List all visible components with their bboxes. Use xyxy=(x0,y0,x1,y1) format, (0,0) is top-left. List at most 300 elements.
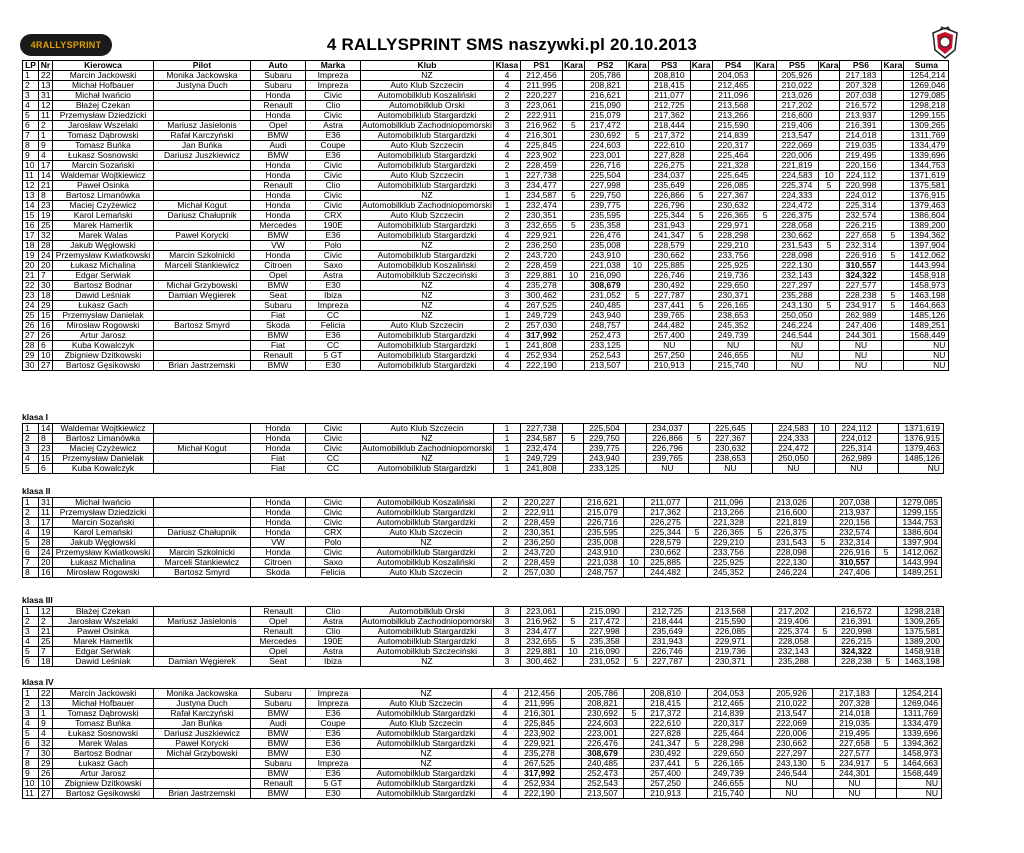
cell-kierowca: Tomasz Buńka xyxy=(53,719,154,729)
cell-kara2 xyxy=(626,281,648,291)
cell-ps4: NU xyxy=(709,464,751,474)
table-row xyxy=(23,71,949,81)
cell-kierowca: Marek Walas xyxy=(53,231,154,241)
cell-lp: 25 xyxy=(23,311,39,321)
cell-ps5: 224,583 xyxy=(776,171,818,181)
cell-klub: Auto Klub Szczecin xyxy=(361,321,494,331)
cell-auto: BMW xyxy=(251,151,306,161)
cell-ps6: 220,998 xyxy=(835,627,877,637)
cell-nr: 18 xyxy=(39,657,53,667)
cell-marka: 5 GT xyxy=(306,351,361,361)
cell-lp: 19 xyxy=(23,251,39,261)
cell-klasa: 4 xyxy=(493,151,520,161)
cell-ps4: 213,266 xyxy=(708,508,750,518)
cell-ps1: 230,351 xyxy=(520,211,562,221)
cell-kara2 xyxy=(626,361,648,371)
table-row xyxy=(23,241,949,251)
cell-ps3: 230,662 xyxy=(648,251,690,261)
table-row xyxy=(23,361,949,371)
cell-ps1: 212,456 xyxy=(519,689,561,699)
table-row xyxy=(23,271,949,281)
cell-ps5: 231,543 xyxy=(776,241,818,251)
cell-suma: 1458,918 xyxy=(898,647,943,657)
cell-kara3 xyxy=(690,161,712,171)
cell-kara6 xyxy=(876,538,897,548)
cell-pilot: Jan Buńka xyxy=(154,141,251,151)
cell-ps5: 235,288 xyxy=(776,291,818,301)
cell-suma: 1458,973 xyxy=(904,281,949,291)
cell-pilot: Damian Węgierek xyxy=(154,291,251,301)
cell-ps1: 317,992 xyxy=(520,331,562,341)
cell-kara5: 5 xyxy=(813,538,834,548)
cell-ps6: 244,301 xyxy=(834,769,876,779)
cell-pilot xyxy=(154,434,251,444)
cell-kierowca: Bartosz Limanówka xyxy=(53,434,154,444)
cell-ps4: 238,653 xyxy=(709,454,751,464)
cell-ps4: 211,096 xyxy=(712,91,754,101)
cell-ps4: 249,739 xyxy=(708,769,750,779)
cell-kara4 xyxy=(750,518,771,528)
table-row xyxy=(23,617,944,627)
cell-kara6: 5 xyxy=(877,657,898,667)
cell-auto: Seat xyxy=(251,657,306,667)
cell-ps3: 230,492 xyxy=(645,749,687,759)
cell-nr: 9 xyxy=(39,719,53,729)
cell-kara4 xyxy=(754,231,776,241)
cell-kara5 xyxy=(818,321,840,331)
cell-marka: Astra xyxy=(306,617,361,627)
class-label: klasa I xyxy=(22,412,48,422)
header-auto: Auto xyxy=(251,61,306,71)
cell-kierowca: Waldemar Wojtkiewicz xyxy=(53,424,154,434)
cell-marka: E36 xyxy=(306,331,361,341)
cell-ps1: 223,061 xyxy=(520,607,562,617)
cell-ps1: 222,190 xyxy=(520,361,562,371)
cell-ps3: 227,828 xyxy=(645,729,687,739)
cell-ps4: 245,352 xyxy=(712,321,754,331)
cell-ps4: 229,650 xyxy=(708,749,750,759)
cell-ps2: 243,910 xyxy=(582,548,624,558)
cell-klasa: 4 xyxy=(493,131,520,141)
cell-nr: 18 xyxy=(39,291,53,301)
cell-kierowca: Bartosz Limanówka xyxy=(53,191,154,201)
cell-ps3: 222,610 xyxy=(645,719,687,729)
cell-klub: NZ xyxy=(361,749,492,759)
cell-klasa: 4 xyxy=(493,281,520,291)
cell-auto: Fiat xyxy=(251,464,306,474)
header-ps4: PS4 xyxy=(712,61,754,71)
cell-kara1: 5 xyxy=(562,617,583,627)
cell-lp: 3 xyxy=(23,518,39,528)
cell-auto: Fiat xyxy=(251,341,306,351)
cell-marka: Coupe xyxy=(306,719,361,729)
cell-ps1: 267,525 xyxy=(519,759,561,769)
cell-kara1 xyxy=(562,351,584,361)
cell-kara3 xyxy=(688,464,709,474)
cell-ps1: 225,845 xyxy=(519,719,561,729)
cell-kara4 xyxy=(751,607,772,617)
cell-klub: NZ xyxy=(361,301,494,311)
cell-suma: 1269,046 xyxy=(904,81,949,91)
cell-ps3: 226,275 xyxy=(648,161,690,171)
cell-klub: Automobilklub Stargardzki xyxy=(361,769,492,779)
cell-kara2 xyxy=(625,424,646,434)
cell-marka: Impreza xyxy=(306,71,361,81)
cell-marka: Civic xyxy=(306,548,361,558)
cell-lp: 9 xyxy=(23,769,39,779)
cell-ps2: 216,090 xyxy=(583,647,625,657)
cell-kara2: 10 xyxy=(626,261,648,271)
cell-nr: 27 xyxy=(39,789,53,799)
cell-ps5: 216,600 xyxy=(776,111,818,121)
cell-ps5: 213,547 xyxy=(776,131,818,141)
cell-klasa: 2 xyxy=(493,111,520,121)
cell-kara4 xyxy=(754,161,776,171)
cell-ps6: 224,112 xyxy=(840,171,882,181)
cell-ps4: 246,655 xyxy=(708,779,750,789)
cell-ps6: 262,989 xyxy=(840,311,882,321)
cell-lp: 1 xyxy=(23,424,39,434)
cell-marka: CC xyxy=(306,311,361,321)
cell-pilot xyxy=(154,454,251,464)
table-row xyxy=(23,424,944,434)
cell-ps5: 232,143 xyxy=(776,271,818,281)
cell-suma: 1568,449 xyxy=(904,331,949,341)
cell-kara5 xyxy=(818,331,840,341)
cell-klub: Auto Klub Szczecin xyxy=(361,81,494,91)
cell-lp: 11 xyxy=(23,789,39,799)
cell-kara4 xyxy=(750,568,771,578)
cell-kara4 xyxy=(750,709,771,719)
cell-ps1: 235,278 xyxy=(519,749,561,759)
cell-kara2 xyxy=(625,637,646,647)
table-row xyxy=(23,181,949,191)
cell-kara4 xyxy=(754,71,776,81)
cell-kara3 xyxy=(687,498,708,508)
cell-kara3: 5 xyxy=(690,211,712,221)
cell-kara3 xyxy=(690,251,712,261)
cell-pilot: Marcin Szkolnicki xyxy=(154,548,251,558)
cell-suma: 1309,265 xyxy=(904,121,949,131)
cell-ps2: 226,716 xyxy=(582,518,624,528)
cell-kara4 xyxy=(751,637,772,647)
cell-kara2 xyxy=(624,498,645,508)
header-pilot: Pilot xyxy=(154,61,251,71)
cell-marka: Astra xyxy=(306,121,361,131)
cell-ps4: 226,165 xyxy=(712,301,754,311)
cell-auto: Opel xyxy=(251,121,306,131)
cell-ps1: 223,902 xyxy=(519,729,561,739)
cell-ps2: 243,910 xyxy=(584,251,626,261)
cell-ps2: 216,090 xyxy=(584,271,626,281)
cell-ps5: 232,143 xyxy=(772,647,814,657)
cell-nr: 15 xyxy=(39,454,53,464)
cell-kierowca: Przemysław Dziedzicki xyxy=(53,111,154,121)
table-row xyxy=(23,749,942,759)
cell-kierowca: Jarosław Wszelaki xyxy=(53,617,154,627)
table-row xyxy=(23,518,942,528)
cell-klub: Automobilklub Stargardzki xyxy=(361,637,494,647)
cell-ps4: 219,736 xyxy=(709,647,751,657)
cell-lp: 22 xyxy=(23,281,39,291)
class-results-table xyxy=(22,423,944,474)
cell-kara1 xyxy=(561,568,582,578)
cell-kara5 xyxy=(818,141,840,151)
cell-kara4 xyxy=(750,558,771,568)
cell-kara3 xyxy=(688,444,709,454)
cell-kara6 xyxy=(877,454,898,464)
cell-kara4 xyxy=(751,424,772,434)
cell-ps6: 220,998 xyxy=(840,181,882,191)
cell-klasa: 4 xyxy=(493,231,520,241)
table-row xyxy=(23,729,942,739)
cell-klasa: 1 xyxy=(493,424,520,434)
header-kara1: Kara xyxy=(563,60,583,70)
cell-pilot xyxy=(154,637,251,647)
cell-ps3: NU xyxy=(646,464,688,474)
cell-marka: Civic xyxy=(306,444,361,454)
cell-auto: Opel xyxy=(251,617,306,627)
cell-kara4 xyxy=(754,341,776,351)
cell-ps2: 243,940 xyxy=(583,454,625,464)
cell-ps4: 226,165 xyxy=(708,759,750,769)
cell-suma: 1379,463 xyxy=(904,201,949,211)
cell-pilot: Marcin Szkolnicki xyxy=(154,251,251,261)
table-row xyxy=(23,341,949,351)
table-row xyxy=(23,528,942,538)
cell-ps6: 228,238 xyxy=(835,657,877,667)
cell-klasa: 2 xyxy=(493,321,520,331)
cell-ps6: 310,557 xyxy=(840,261,882,271)
cell-klub: Automobilklub Stargardzki xyxy=(361,464,494,474)
cell-pilot: Bartosz Smyrd xyxy=(154,321,251,331)
cell-ps1: 317,992 xyxy=(519,769,561,779)
cell-kara4 xyxy=(750,498,771,508)
cell-suma: 1412,062 xyxy=(897,548,942,558)
cell-ps6: 216,572 xyxy=(835,607,877,617)
cell-kara1 xyxy=(562,361,584,371)
cell-kierowca: Artur Jarosz xyxy=(53,331,154,341)
cell-auto: Honda xyxy=(251,434,306,444)
cell-ps5: 216,600 xyxy=(771,508,813,518)
cell-ps3: 244,482 xyxy=(648,321,690,331)
cell-ps5: 227,297 xyxy=(776,281,818,291)
table-row xyxy=(23,769,942,779)
cell-marka: E30 xyxy=(306,281,361,291)
table-row xyxy=(23,789,942,799)
table-row xyxy=(23,291,949,301)
cell-kara3 xyxy=(688,454,709,464)
cell-auto: BMW xyxy=(251,231,306,241)
cell-ps3: 237,441 xyxy=(645,759,687,769)
cell-ps1: 241,808 xyxy=(520,341,562,351)
cell-kierowca: Tomasz Buńka xyxy=(53,141,154,151)
cell-nr: 16 xyxy=(39,321,53,331)
cell-suma: 1397,904 xyxy=(904,241,949,251)
cell-kara3 xyxy=(690,121,712,131)
cell-kara4 xyxy=(750,749,771,759)
cell-lp: 1 xyxy=(23,689,39,699)
cell-lp: 18 xyxy=(23,241,39,251)
table-row xyxy=(23,454,944,464)
cell-ps1: 222,190 xyxy=(519,789,561,799)
cell-ps3: 226,746 xyxy=(646,647,688,657)
cell-klub: Automobilklub Stargardzki xyxy=(361,131,494,141)
cell-auto: BMW xyxy=(251,789,306,799)
cell-kara5 xyxy=(814,464,835,474)
cell-lp: 8 xyxy=(23,568,39,578)
cell-klub: NZ xyxy=(361,434,494,444)
cell-lp: 3 xyxy=(23,709,39,719)
cell-kara1 xyxy=(562,331,584,341)
cell-kierowca: Marcin Jackowski xyxy=(53,689,154,699)
cell-klasa: 4 xyxy=(492,749,519,759)
cell-marka: CRX xyxy=(306,528,361,538)
cell-kara1 xyxy=(561,699,582,709)
cell-marka: E36 xyxy=(306,709,361,719)
cell-kara3 xyxy=(690,291,712,301)
cell-klub: Automobilklub Stargardzki xyxy=(361,251,494,261)
cell-kara2 xyxy=(624,789,645,799)
table-row xyxy=(23,281,949,291)
cell-kara2 xyxy=(624,769,645,779)
table-row xyxy=(23,759,942,769)
cell-ps5: 221,819 xyxy=(776,161,818,171)
cell-ps6: 214,018 xyxy=(834,709,876,719)
header-suma: Suma xyxy=(904,61,949,71)
cell-kara2 xyxy=(626,251,648,261)
cell-ps4: 229,210 xyxy=(708,538,750,548)
cell-kara3 xyxy=(687,508,708,518)
cell-auto: VW xyxy=(251,538,306,548)
cell-ps4: 228,298 xyxy=(708,739,750,749)
cell-kierowca: Marcin Sozański xyxy=(53,518,154,528)
cell-klub: Automobilklub Stargardzki xyxy=(361,331,494,341)
cell-klasa: 2 xyxy=(492,518,519,528)
cell-ps6: 232,574 xyxy=(840,211,882,221)
cell-ps2: 215,090 xyxy=(583,607,625,617)
cell-kara4 xyxy=(754,221,776,231)
table-row xyxy=(23,779,942,789)
cell-nr: 8 xyxy=(39,191,53,201)
cell-kara2 xyxy=(626,231,648,241)
cell-klub: Automobilklub Stargardzki xyxy=(361,151,494,161)
cell-kara3 xyxy=(688,657,709,667)
cell-ps4: 204,053 xyxy=(708,689,750,699)
cell-ps1: 216,962 xyxy=(520,121,562,131)
cell-klasa: 3 xyxy=(493,291,520,301)
table-row xyxy=(23,331,949,341)
cell-ps6: 214,018 xyxy=(840,131,882,141)
cell-suma: 1443,994 xyxy=(904,261,949,271)
cell-kierowca: Przemysław Kwiatkowski xyxy=(53,251,154,261)
cell-klasa: 1 xyxy=(493,444,520,454)
cell-ps4: 233,756 xyxy=(712,251,754,261)
cell-ps2: 229,750 xyxy=(584,191,626,201)
cell-ps2: 227,998 xyxy=(583,627,625,637)
cell-kara2 xyxy=(626,151,648,161)
cell-klub: Automobilklub Stargardzki xyxy=(361,351,494,361)
cell-ps6: 232,574 xyxy=(834,528,876,538)
cell-kara1 xyxy=(561,508,582,518)
cell-ps6: 324,322 xyxy=(835,647,877,657)
cell-ps6: 226,215 xyxy=(835,637,877,647)
cell-ps2: 205,786 xyxy=(582,689,624,699)
cell-kara3 xyxy=(690,181,712,191)
cell-kara5 xyxy=(813,508,834,518)
cell-ps3: 234,037 xyxy=(648,171,690,181)
cell-ps5: 219,406 xyxy=(776,121,818,131)
cell-kierowca: Kuba Kowalczyk xyxy=(53,341,154,351)
cell-klasa: 3 xyxy=(493,657,520,667)
cell-auto: Subaru xyxy=(251,759,306,769)
cell-ps3: 227,828 xyxy=(648,151,690,161)
cell-klub: Automobilklub Stargardzki xyxy=(361,231,494,241)
cell-ps3: 235,649 xyxy=(646,627,688,637)
cell-ps3: 230,662 xyxy=(645,548,687,558)
cell-ps3: 225,344 xyxy=(648,211,690,221)
cell-kara5 xyxy=(818,211,840,221)
cell-ps6: 207,038 xyxy=(840,91,882,101)
table-row xyxy=(23,321,949,331)
cell-lp: 6 xyxy=(23,657,39,667)
cell-kierowca: Mirosław Rogowski xyxy=(53,321,154,331)
cell-klasa: 4 xyxy=(492,739,519,749)
cell-kierowca: Michał Iwańcio xyxy=(53,498,154,508)
cell-kara1 xyxy=(562,141,584,151)
cell-kierowca: Marek Hamerlik xyxy=(53,221,154,231)
cell-kara6 xyxy=(882,361,904,371)
cell-suma: 1376,915 xyxy=(904,191,949,201)
cell-ps2: 225,504 xyxy=(583,424,625,434)
cell-ps6: 217,183 xyxy=(840,71,882,81)
cell-pilot xyxy=(154,498,251,508)
cell-ps2: 235,595 xyxy=(584,211,626,221)
cell-ps3: 257,250 xyxy=(648,351,690,361)
cell-kierowca: Łukasz Gach xyxy=(53,759,154,769)
cell-suma: 1371,619 xyxy=(904,171,949,181)
cell-suma: 1463,198 xyxy=(898,657,943,667)
cell-pilot xyxy=(154,424,251,434)
cell-marka: Civic xyxy=(306,251,361,261)
cell-kara4 xyxy=(750,789,771,799)
cell-kara2 xyxy=(626,91,648,101)
cell-kara4 xyxy=(754,141,776,151)
cell-ps6: 232,314 xyxy=(834,538,876,548)
table-row xyxy=(23,311,949,321)
cell-suma: NU xyxy=(904,351,949,361)
cell-marka: E36 xyxy=(306,729,361,739)
cell-ps4: 245,352 xyxy=(708,568,750,578)
cell-auto: Fiat xyxy=(251,454,306,464)
cell-ps4: 246,655 xyxy=(712,351,754,361)
cell-nr: 22 xyxy=(39,689,53,699)
cell-ps5: 225,374 xyxy=(772,627,814,637)
cell-ps1: 225,845 xyxy=(520,141,562,151)
cell-klasa: 4 xyxy=(492,689,519,699)
cell-ps6: 228,238 xyxy=(840,291,882,301)
cell-pilot: Bartosz Smyrd xyxy=(154,568,251,578)
cell-suma: 1279,085 xyxy=(897,498,942,508)
cell-kara4 xyxy=(754,361,776,371)
cell-marka: 190E xyxy=(306,221,361,231)
cell-suma: 1397,904 xyxy=(897,538,942,548)
cell-ps6: 234,917 xyxy=(834,759,876,769)
cell-ps5: 224,583 xyxy=(772,424,814,434)
cell-ps6: NU xyxy=(834,789,876,799)
cell-auto: Subaru xyxy=(251,71,306,81)
cell-auto: Renault xyxy=(251,607,306,617)
